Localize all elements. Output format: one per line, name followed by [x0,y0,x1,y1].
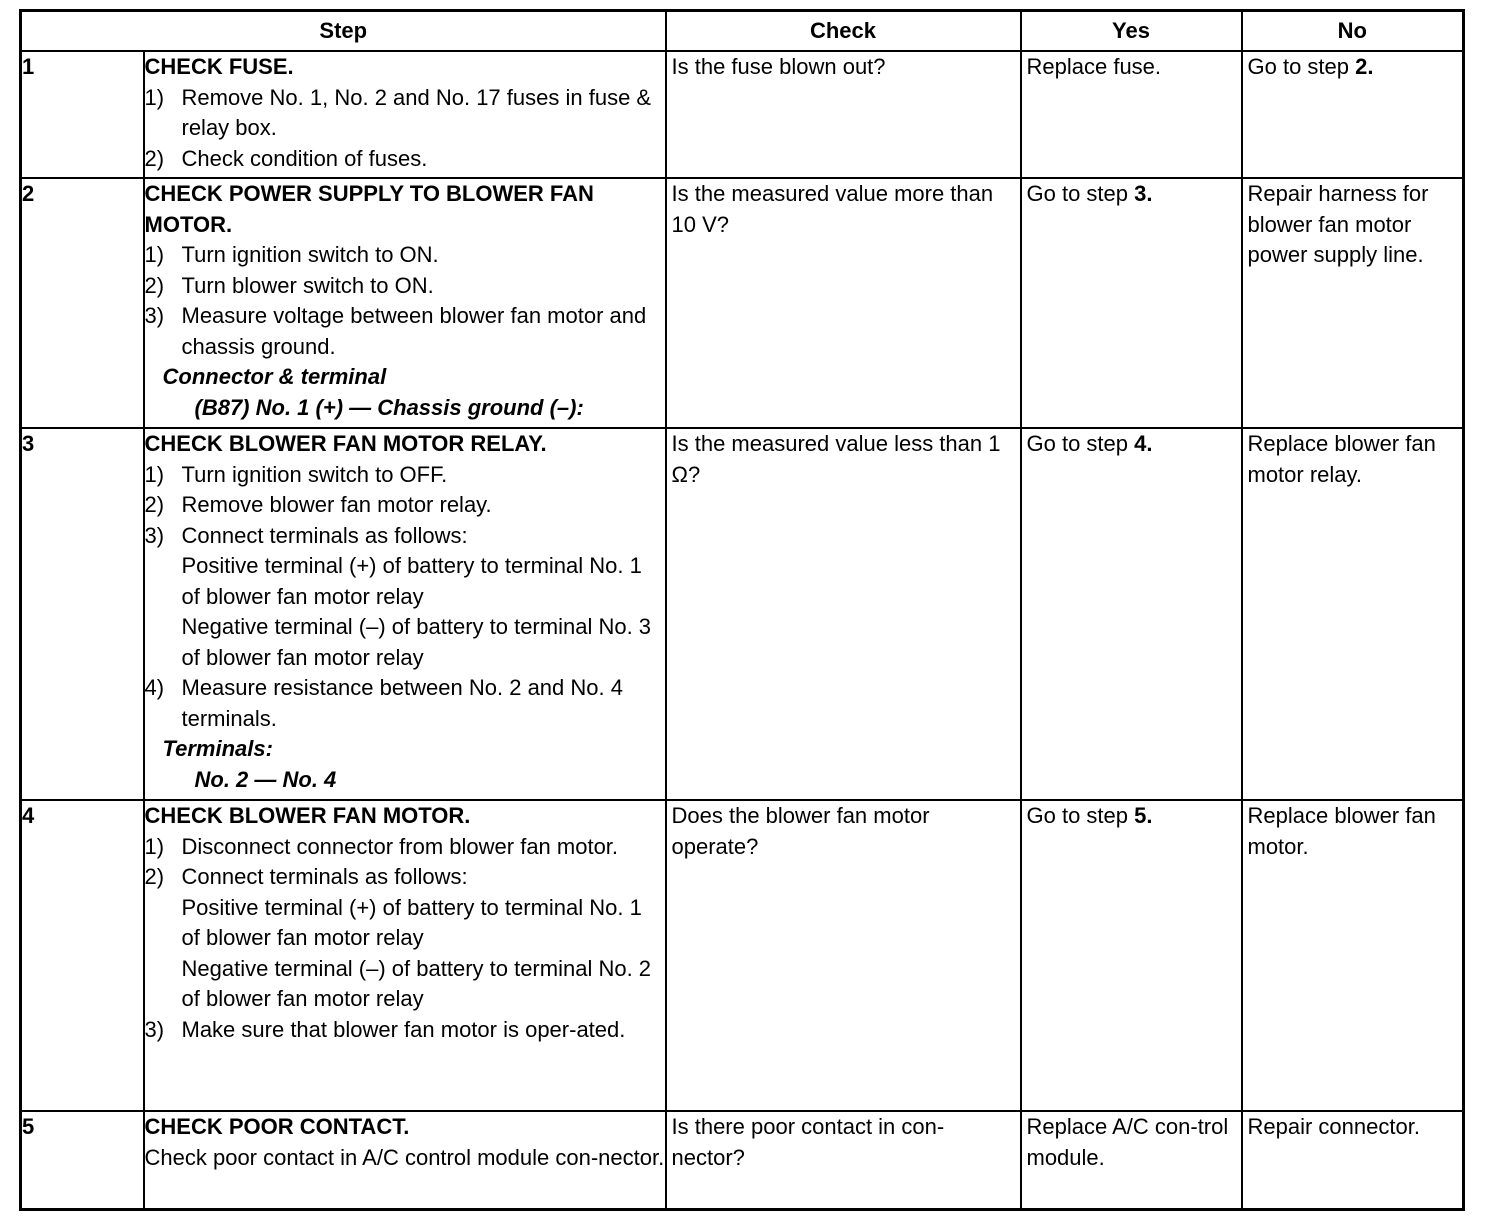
step-reference: 4. [1134,431,1153,456]
header-no: No [1242,11,1464,52]
step-item: 2) Connect terminals as follows: [144,864,468,889]
step-item: 4) Measure resistance between No. 2 and No. 4 terminals. [144,675,623,731]
header-yes: Yes [1021,11,1242,52]
step-number-cell [21,178,144,428]
spec-value: No. 2 — No. 4 [194,766,337,792]
step-reference: 2. [1355,54,1374,79]
spec-label: Terminals: [162,736,273,761]
step-number: 3 [22,431,35,456]
step-number-cell [21,1111,144,1209]
step-cell [144,51,666,178]
diagnosis-table [19,9,1465,1211]
step-item: 2) Check condition of fuses. [144,145,428,171]
spec-label: Connector & terminal [162,364,387,389]
yes-cell: Replace fuse. [1021,51,1242,178]
header-row [21,11,1464,52]
table-row [21,1111,1464,1209]
step-number-cell [21,51,144,178]
step-cell [144,1111,666,1209]
step-item-continuation: Positive terminal (+) of battery to terminal No. 1 of blower fan motor relay [181,894,642,950]
check-cell: Is the measured value more than 10 V? [666,178,1021,428]
no-cell: Go to step 2. [1242,51,1464,178]
no-cell: Repair connector. [1242,1111,1464,1209]
step-number: 4 [22,803,35,828]
step-item: 1) Remove No. 1, No. 2 and No. 17 fuses in fuse & relay box. [144,84,652,140]
step-title: CHECK BLOWER FAN MOTOR. [144,803,471,828]
no-cell: Replace blower fan motor relay. [1242,428,1464,800]
table-row [21,178,1464,428]
step-item: 2) Remove blower fan motor relay. [144,492,492,517]
step-item-continuation: Positive terminal (+) of battery to terminal No. 1 of blower fan motor relay [181,553,642,609]
yes-cell: Go to step 4. [1021,428,1242,800]
header-check: Check [666,11,1021,52]
step-item: 1) Disconnect connector from blower fan motor. [144,833,619,859]
step-item: 2) Turn blower switch to ON. [144,272,434,298]
step-title: CHECK FUSE. [144,54,294,79]
step-title: CHECK POWER SUPPLY TO BLOWER FAN MOTOR. [144,181,594,237]
yes-cell: Go to step 3. [1021,178,1242,428]
step-number: 5 [22,1114,35,1139]
step-number: 2 [22,181,35,206]
step-number-cell [21,428,144,800]
step-item: 3) Measure voltage between blower fan motor and chassis ground. [144,303,647,359]
step-item-continuation: Negative terminal (–) of battery to terminal No. 2 of blower fan motor relay [181,955,652,1011]
check-cell: Is there poor contact in con-nector? [666,1111,1021,1209]
step-number: 1 [22,54,35,79]
table-row [21,428,1464,800]
check-cell: Is the fuse blown out? [666,51,1021,178]
step-item: 1) Turn ignition switch to ON. [144,242,439,267]
check-cell: Is the measured value less than 1 Ω? [666,428,1021,800]
header-step: Step [21,11,666,52]
step-item-continuation: Negative terminal (–) of battery to terminal No. 3 of blower fan motor relay [181,614,652,670]
step-cell [144,178,666,428]
step-title: CHECK BLOWER FAN MOTOR RELAY. [144,431,547,456]
yes-cell: Replace A/C con-trol module. [1021,1111,1242,1209]
check-cell: Does the blower fan motor operate? [666,800,1021,1111]
step-cell [144,800,666,1111]
step-cell [144,428,666,800]
step-reference: 3. [1134,181,1153,206]
step-description: Check poor contact in A/C control module con-nector. [144,1144,665,1170]
yes-cell: Go to step 5. [1021,800,1242,1111]
step-item: 3) Connect terminals as follows: [144,522,468,548]
step-number-cell [21,800,144,1111]
step-reference: 5. [1134,803,1153,828]
table-row [21,51,1464,178]
no-cell: Replace blower fan motor. [1242,800,1464,1111]
spec-value: (B87) No. 1 (+) — Chassis ground (–): [194,394,584,420]
step-title: CHECK POOR CONTACT. [144,1114,410,1139]
step-item: 1) Turn ignition switch to OFF. [144,461,448,487]
no-cell: Repair harness for blower fan motor power supply line. [1242,178,1464,428]
step-item: 3) Make sure that blower fan motor is oper-ated. [144,1016,626,1042]
table-row [21,800,1464,1111]
